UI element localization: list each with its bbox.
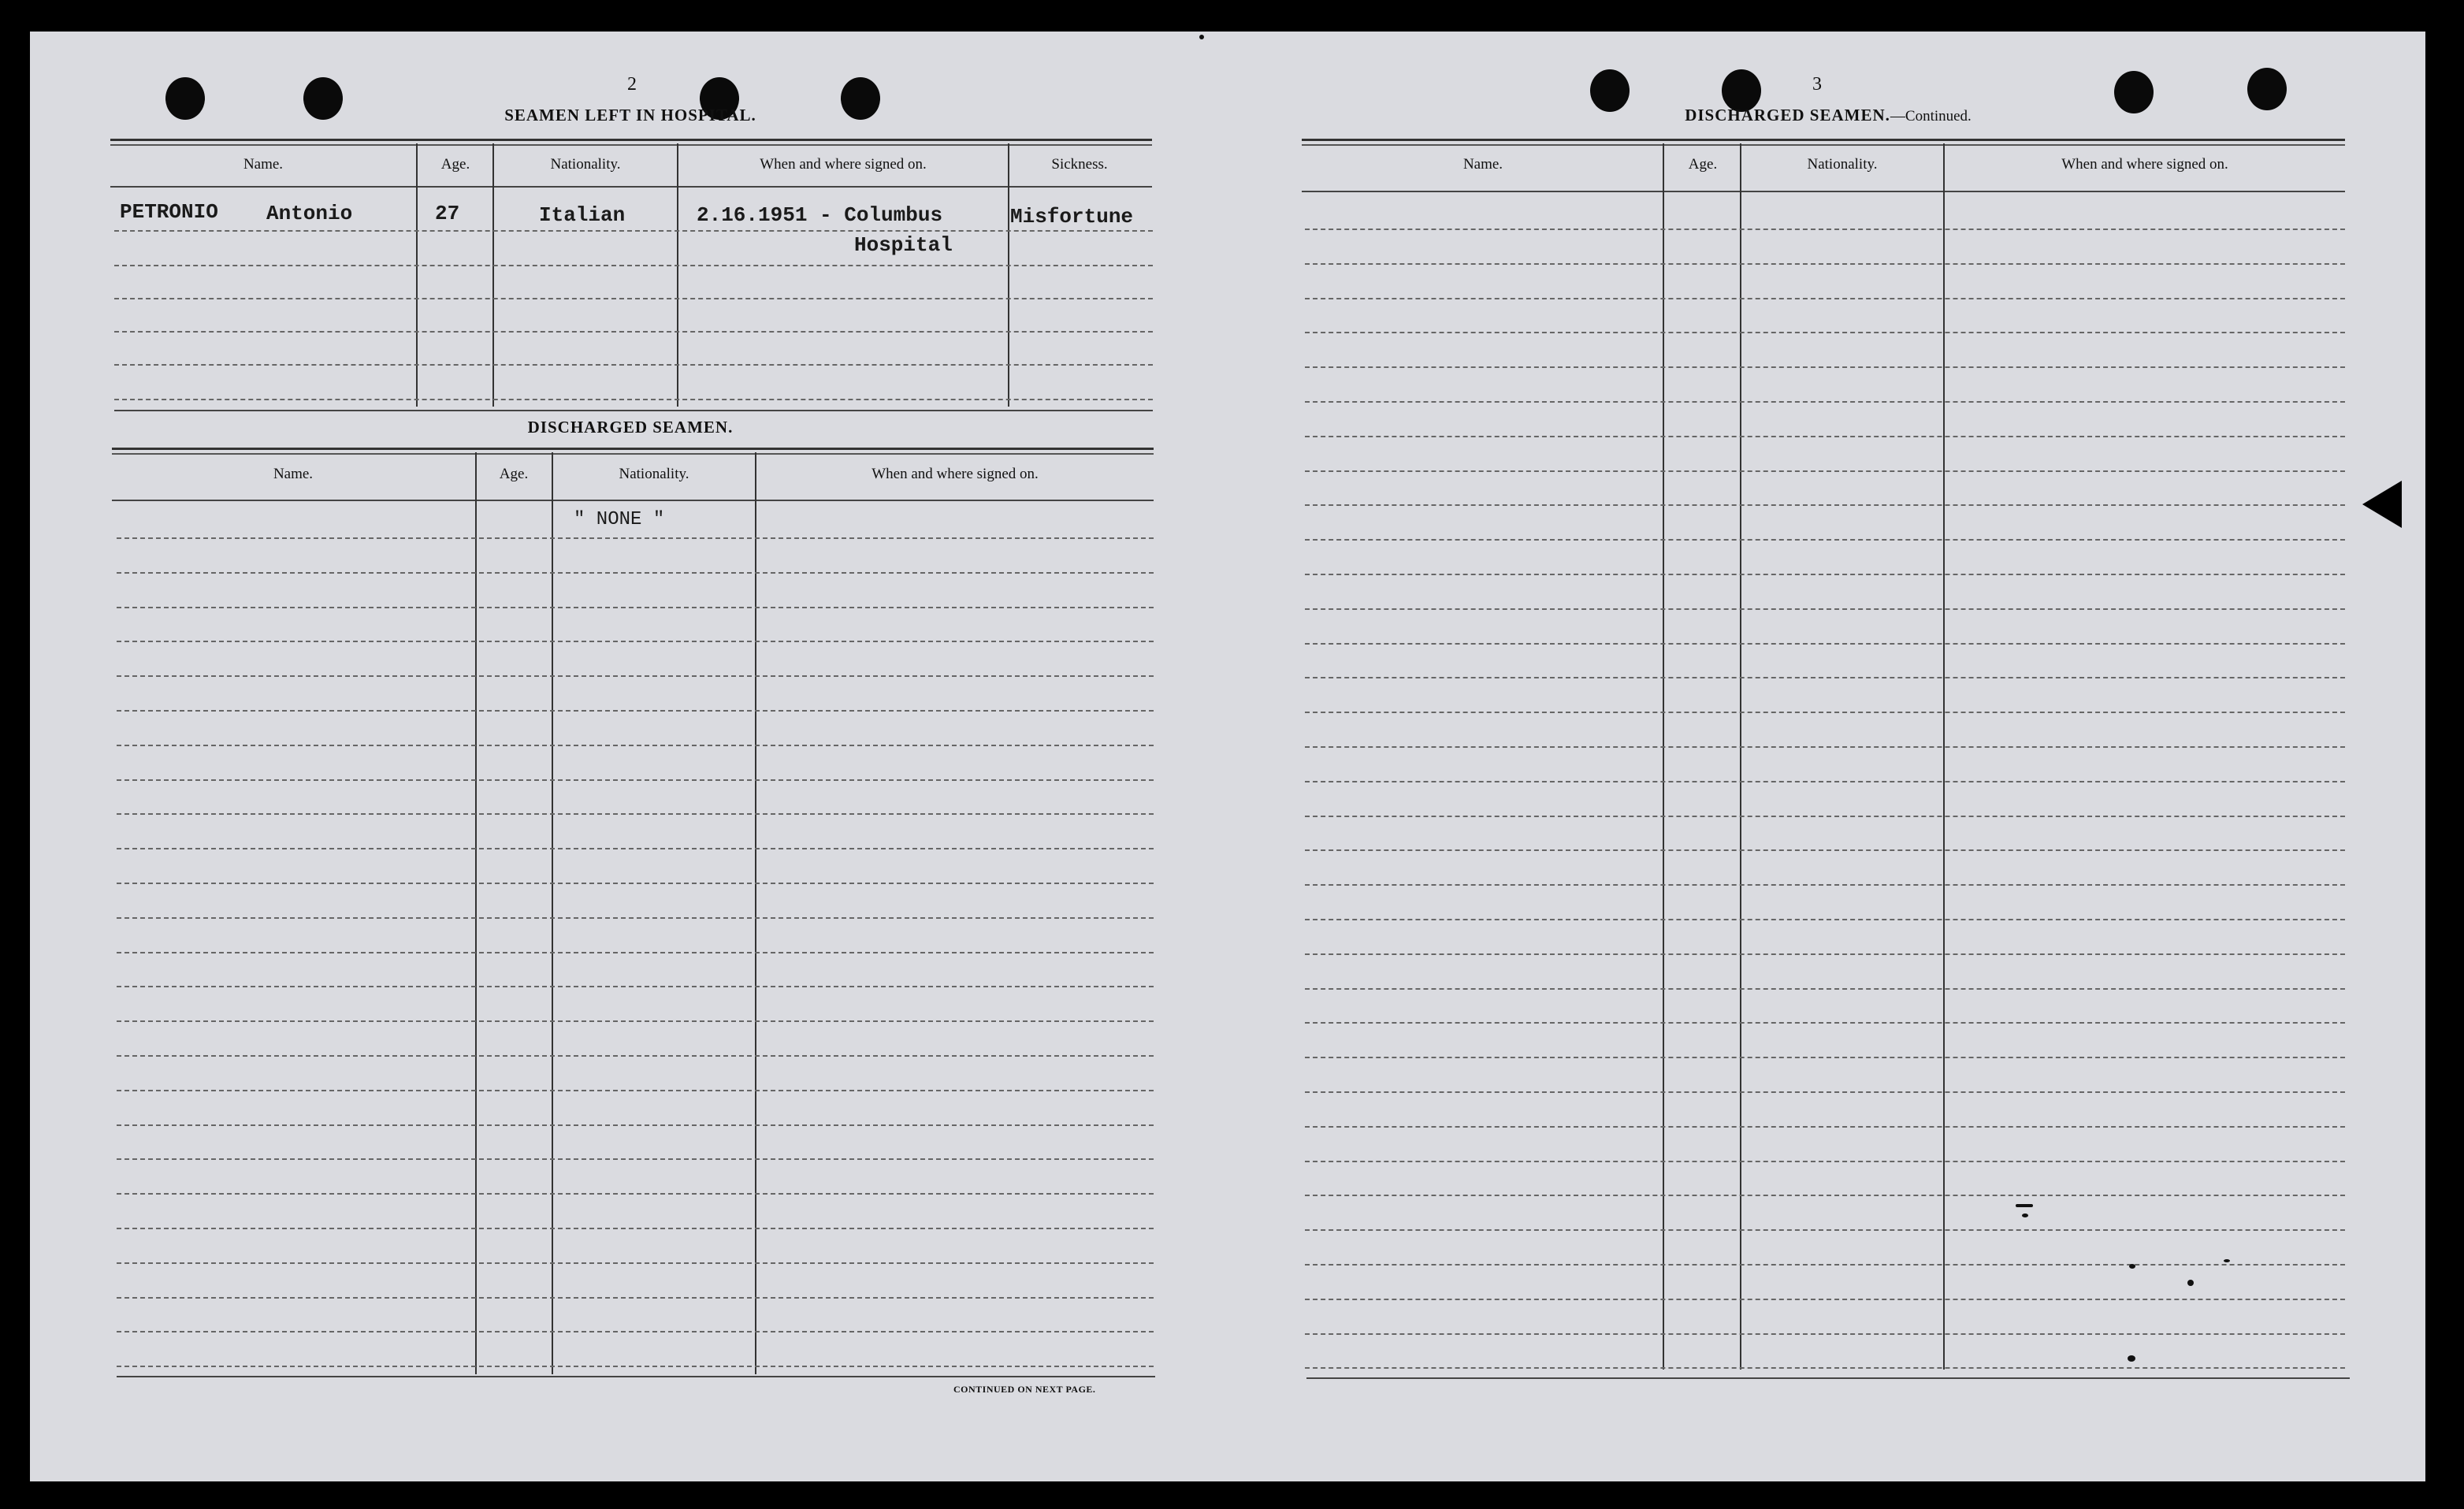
ruled-row-line xyxy=(1305,436,2345,437)
ruled-row-line xyxy=(1305,781,2345,782)
ruled-row-line xyxy=(1305,1057,2345,1058)
ruled-row-line xyxy=(117,952,1154,953)
discharged-divider xyxy=(552,452,553,1374)
hospital-section-title: SEAMEN LEFT IN HOSPITAL. xyxy=(504,106,756,125)
ruled-row-line xyxy=(1305,746,2345,748)
ink-speck xyxy=(2016,1204,2033,1207)
right-divider xyxy=(1943,143,1945,1370)
ruled-row-line xyxy=(1305,229,2345,230)
ruled-row-line xyxy=(117,607,1154,608)
hospital-entry-age: 27 xyxy=(435,202,460,225)
hospital-divider xyxy=(416,143,418,407)
discharged-header-rule xyxy=(112,500,1154,501)
ruled-row-line xyxy=(117,675,1154,677)
ruled-row-line xyxy=(1305,1299,2345,1300)
hospital-row-line xyxy=(114,298,1153,299)
ruled-row-line xyxy=(1305,1264,2345,1266)
ruled-row-line xyxy=(117,986,1154,987)
hospital-row-line xyxy=(114,230,1153,232)
ruled-row-line xyxy=(1305,332,2345,333)
ruled-row-line xyxy=(1305,470,2345,472)
hospital-divider xyxy=(1008,143,1009,407)
ruled-row-line xyxy=(1305,1161,2345,1162)
ruled-row-line xyxy=(117,1366,1154,1367)
ruled-row-line xyxy=(1305,712,2345,713)
discharged-divider xyxy=(475,452,477,1374)
continued-footer: CONTINUED ON NEXT PAGE. xyxy=(953,1384,1096,1395)
ruled-row-line xyxy=(117,745,1154,746)
right-page-number: 3 xyxy=(1812,74,1822,95)
ruled-row-line xyxy=(1305,401,2345,403)
right-col-age: Age. xyxy=(1688,156,1718,173)
right-section-title-main: DISCHARGED SEAMEN. xyxy=(1685,106,1890,125)
hospital-entry-given-name: Antonio xyxy=(266,202,353,225)
right-section-title-sub: —Continued. xyxy=(1890,108,1972,125)
ruled-row-line xyxy=(117,1124,1154,1126)
ruled-row-line xyxy=(1305,1126,2345,1128)
punch-hole xyxy=(841,77,880,120)
hospital-row-line xyxy=(114,265,1153,266)
ruled-row-line xyxy=(1305,643,2345,645)
ruled-row-line xyxy=(117,917,1154,919)
right-col-name: Name. xyxy=(1462,156,1503,173)
ruled-row-line xyxy=(117,1020,1154,1022)
punch-hole xyxy=(2247,68,2287,110)
ruled-row-line xyxy=(1305,849,2345,851)
ink-speck xyxy=(2129,1264,2135,1269)
ruled-row-line xyxy=(117,537,1154,539)
ruled-row-line xyxy=(117,1158,1154,1160)
ruled-row-line xyxy=(1305,953,2345,955)
page-tear xyxy=(2362,481,2402,528)
hospital-table-bottom-rule xyxy=(114,410,1153,411)
ruled-row-line xyxy=(1305,574,2345,575)
hospital-col-signed-on: When and where signed on. xyxy=(760,156,927,173)
ruled-row-line xyxy=(117,1331,1154,1332)
hospital-entry-signed-on-place: Hospital xyxy=(854,233,953,257)
hospital-row-line xyxy=(114,331,1153,333)
hospital-entry-surname: PETRONIO xyxy=(120,200,218,224)
ruled-row-line xyxy=(117,1055,1154,1057)
ruled-row-line xyxy=(117,641,1154,642)
ink-speck xyxy=(2128,1355,2135,1362)
ruled-row-line xyxy=(1305,263,2345,265)
ruled-row-line xyxy=(117,813,1154,815)
ruled-row-line xyxy=(1305,677,2345,678)
discharged-col-name: Name. xyxy=(273,466,314,482)
ink-speck xyxy=(2224,1259,2230,1262)
ruled-row-line xyxy=(117,1262,1154,1264)
discharged-col-signed-on: When and where signed on. xyxy=(872,466,1039,482)
hospital-col-name: Name. xyxy=(243,156,284,173)
ruled-row-line xyxy=(1305,1091,2345,1093)
discharged-section-title: DISCHARGED SEAMEN. xyxy=(527,418,734,437)
ruled-row-line xyxy=(1305,884,2345,886)
ink-speck xyxy=(1199,35,1204,39)
hospital-divider xyxy=(492,143,494,407)
ruled-row-line xyxy=(117,1297,1154,1299)
hospital-col-sickness: Sickness. xyxy=(1051,156,1108,173)
discharged-table-top-rule xyxy=(112,448,1154,455)
right-divider xyxy=(1663,143,1664,1370)
hospital-entry-signed-on: 2.16.1951 - Columbus xyxy=(697,203,943,227)
ruled-row-line xyxy=(1305,919,2345,920)
right-col-signed-on: When and where signed on. xyxy=(2061,156,2228,173)
right-header-rule xyxy=(1302,191,2345,192)
ruled-row-line xyxy=(1305,816,2345,817)
hospital-col-nationality: Nationality. xyxy=(550,156,621,173)
ruled-row-line xyxy=(117,883,1154,884)
ruled-row-line xyxy=(117,572,1154,574)
ruled-row-line xyxy=(117,779,1154,781)
ruled-row-line xyxy=(1305,1022,2345,1024)
hospital-entry-sickness: Misfortune xyxy=(1010,205,1134,229)
ink-speck xyxy=(2187,1280,2194,1286)
right-section-title xyxy=(1655,106,2001,125)
ruled-row-line xyxy=(1305,539,2345,541)
ruled-row-line xyxy=(1305,1367,2345,1369)
hospital-divider xyxy=(677,143,678,407)
right-divider xyxy=(1740,143,1741,1370)
punch-hole xyxy=(2114,71,2154,113)
hospital-row-line xyxy=(114,399,1153,400)
ruled-row-line xyxy=(1305,1229,2345,1231)
hospital-header-rule xyxy=(110,186,1152,188)
discharged-col-age: Age. xyxy=(499,466,529,482)
ruled-row-line xyxy=(1305,298,2345,299)
ruled-row-line xyxy=(1305,1333,2345,1335)
ruled-row-line xyxy=(1305,504,2345,506)
ruled-row-line xyxy=(117,1090,1154,1091)
ruled-row-line xyxy=(117,710,1154,712)
discharged-divider xyxy=(755,452,756,1374)
ink-speck xyxy=(2022,1214,2028,1217)
discharged-col-nationality: Nationality. xyxy=(619,466,689,482)
right-table-bottom-rule xyxy=(1306,1377,2350,1379)
hospital-col-age: Age. xyxy=(440,156,470,173)
ruled-row-line xyxy=(117,1193,1154,1195)
ruled-row-line xyxy=(1305,366,2345,368)
right-table-top-rule xyxy=(1302,139,2345,146)
ruled-row-line xyxy=(1305,1195,2345,1196)
punch-hole xyxy=(303,77,343,120)
ruled-row-line xyxy=(1305,988,2345,990)
punch-hole xyxy=(1590,69,1630,112)
hospital-entry-nationality: Italian xyxy=(539,203,626,227)
right-col-nationality: Nationality. xyxy=(1807,156,1878,173)
discharged-none-entry: " NONE " xyxy=(574,509,665,530)
ruled-row-line xyxy=(117,1228,1154,1229)
discharged-table-bottom-rule xyxy=(117,1376,1155,1377)
hospital-table-top-rule xyxy=(110,139,1152,146)
hospital-row-line xyxy=(114,364,1153,366)
punch-hole xyxy=(165,77,205,120)
left-page-number: 2 xyxy=(627,74,637,95)
ruled-row-line xyxy=(117,848,1154,849)
ruled-row-line xyxy=(1305,608,2345,610)
